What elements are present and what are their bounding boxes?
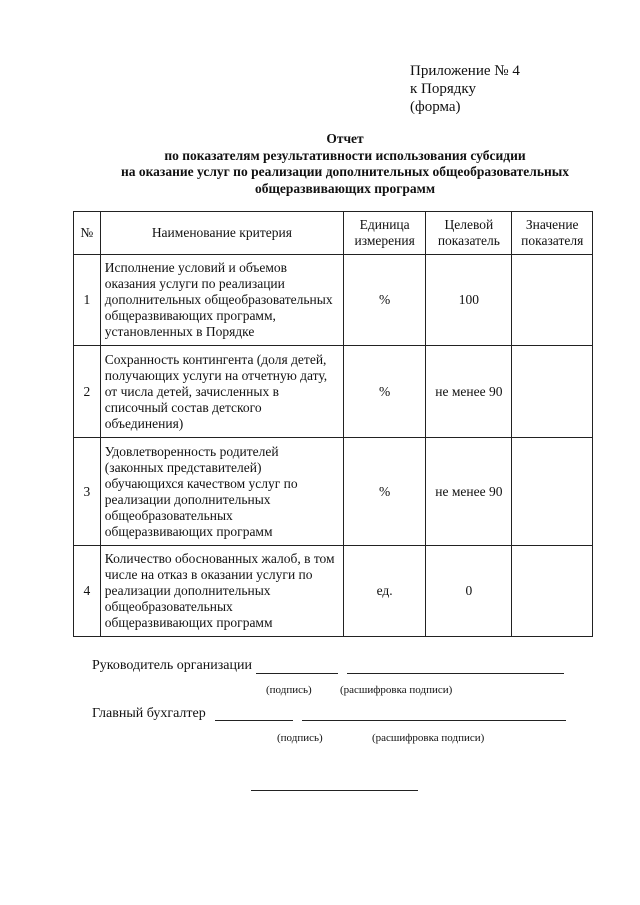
row-unit: ед. [344, 546, 426, 637]
header-value: Значение показателя [512, 212, 593, 255]
row-target: не менее 90 [426, 346, 512, 438]
title-line-3: на оказание услуг по реализации дополнительных общеобразовательных [120, 164, 570, 179]
director-signature-caption: (подпись) [266, 684, 312, 696]
table-row [74, 346, 593, 438]
row-value[interactable] [512, 255, 593, 346]
row-unit: % [344, 438, 426, 546]
document-title [60, 131, 630, 197]
row-criterion: Исполнение условий и объемов оказания услуги по реализации дополнительных общеобразовательных общеразвивающих программ, установленных в Порядке [100, 255, 343, 346]
row-num: 3 [74, 438, 101, 546]
annex-number: Приложение № 4 [410, 63, 520, 79]
accountant-decoding-caption: (расшифровка подписи) [372, 732, 485, 744]
title-line-2: по показателям результативности использования субсидии [164, 147, 526, 163]
row-value[interactable] [512, 546, 593, 637]
title-line-4: общеразвивающих программ [254, 180, 436, 196]
title-line-1: Отчет [326, 131, 364, 146]
accountant-signature-caption: (подпись) [277, 732, 323, 744]
table-row [74, 255, 593, 346]
accountant-signature-line[interactable] [215, 720, 293, 721]
row-unit: % [344, 346, 426, 438]
row-target: не менее 90 [426, 438, 512, 546]
row-num: 1 [74, 255, 101, 346]
row-criterion: Количество обоснованных жалоб, в том числе на отказ в оказании услуги по реализации дополнительных общеобразовательных общеразвивающих программ [100, 546, 343, 637]
accountant-label: Главный бухгалтер [92, 706, 206, 721]
row-criterion: Сохранность контингента (доля детей, получающих услуги на отчетную дату, от числа детей, зачисленных в списочный состав детского объединения) [100, 346, 343, 438]
header-num: № [74, 212, 101, 255]
director-decoding-line[interactable] [347, 673, 564, 674]
director-decoding-caption: (расшифровка подписи) [340, 684, 453, 696]
row-num: 4 [74, 546, 101, 637]
accountant-decoding-line[interactable] [302, 720, 566, 721]
row-target: 100 [426, 255, 512, 346]
report-table [73, 211, 593, 637]
bottom-separator-line [251, 790, 418, 791]
director-signature-line[interactable] [256, 673, 338, 674]
annex-reference: к Порядку [410, 81, 476, 97]
row-criterion: Удовлетворенность родителей (законных представителей) обучающихся качеством услуг по реализации дополнительных общеобразовательных общеразвивающих программ [100, 438, 343, 546]
table-row [74, 438, 593, 546]
header-criterion: Наименование критерия [100, 212, 343, 255]
header-unit: Единица измерения [344, 212, 426, 255]
row-num: 2 [74, 346, 101, 438]
row-target: 0 [426, 546, 512, 637]
director-label: Руководитель организации [92, 658, 252, 673]
table-header-row [74, 212, 593, 255]
annex-form-label: (форма) [410, 99, 461, 115]
row-value[interactable] [512, 346, 593, 438]
table-row [74, 546, 593, 637]
annex-block [410, 62, 520, 116]
row-unit: % [344, 255, 426, 346]
header-target: Целевой показатель [426, 212, 512, 255]
row-value[interactable] [512, 438, 593, 546]
